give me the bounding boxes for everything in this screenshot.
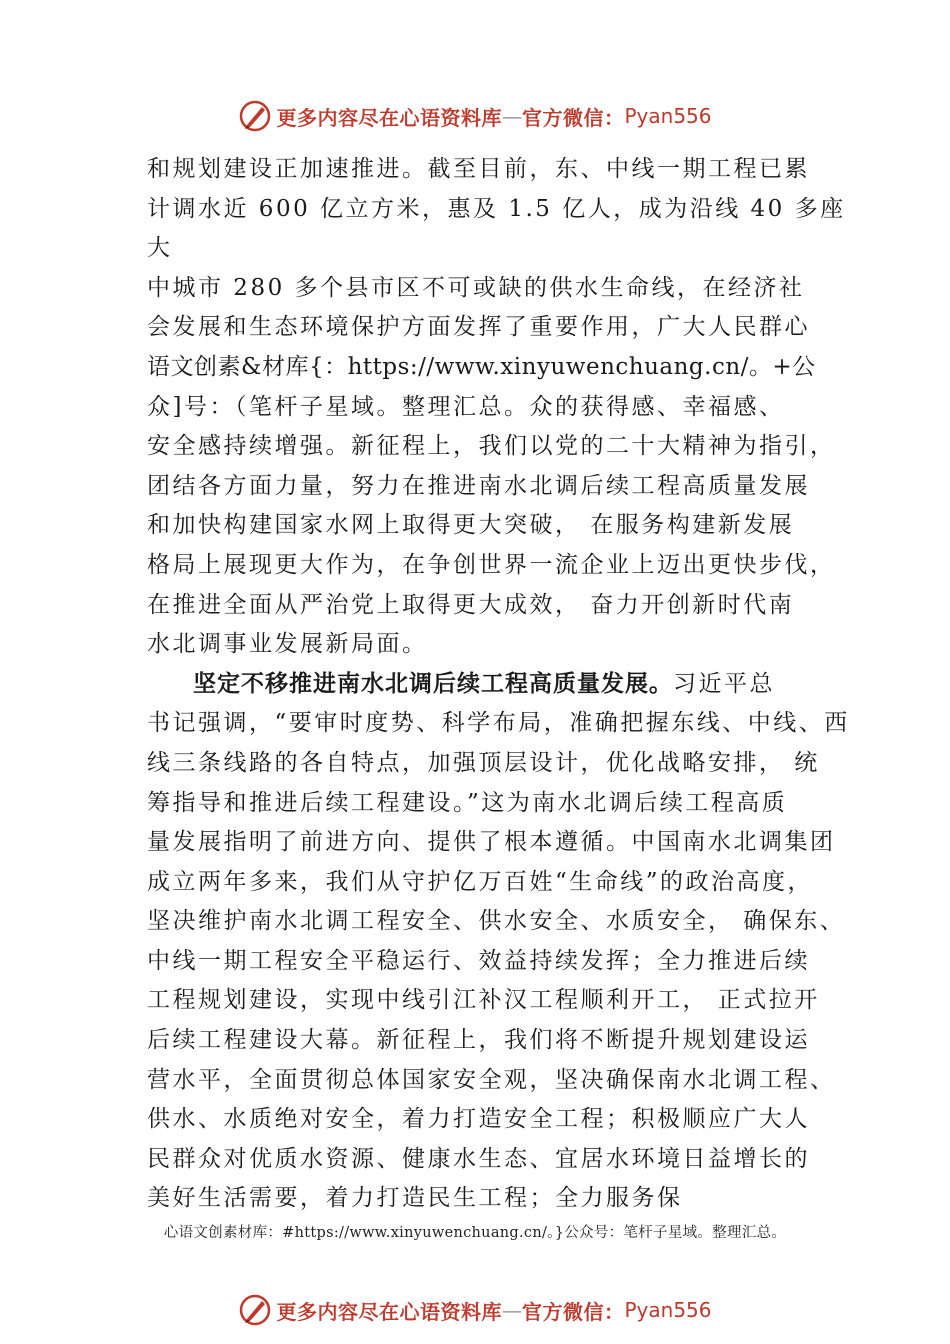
text-line: 在推进全面从严治党上取得更大成效， 奋力开创新时代南: [147, 591, 795, 618]
text-line: 格局上展现更大作为，在争创世界一流企业上迈出更快步伐，: [147, 551, 836, 578]
text-line: 书记强调，“要审时度势、科学布局，准确把握东线、中线、西: [147, 710, 850, 737]
banner-wechat-id: Pyan556: [624, 104, 712, 128]
paragraph-lead-line: [147, 665, 827, 705]
header-banner: [0, 96, 950, 136]
banner-dash: —: [501, 104, 522, 128]
text-line: 坚决维护南水北调工程安全、供水安全、水质安全， 确保东、: [147, 908, 846, 935]
text-line: 众]号：（笔杆子星域。整理汇总。众的获得感、幸福感、: [147, 393, 785, 420]
banner-text: 更多内容尽在心语资料库: [276, 1299, 502, 1324]
text-line: 筹指导和推进后续工程建设。”这为南水北调后续工程高质: [147, 789, 788, 816]
pen-logo-icon: [238, 1293, 272, 1327]
text-line: 大: [147, 235, 173, 262]
pen-logo-icon: [238, 99, 272, 133]
banner-dash: —: [501, 1298, 522, 1322]
text-line: 后续工程建设大幕。新征程上，我们将不断提升规划建设运: [147, 1027, 810, 1054]
text-line: 水北调事业发展新局面。: [147, 631, 428, 658]
banner-wechat-id: Pyan556: [624, 1298, 712, 1322]
text-line: 和加快构建国家水网上取得更大突破， 在服务构建新发展: [147, 512, 795, 539]
text-line: 和规划建设正加速推进。截至目前，东、中线一期工程已累: [147, 156, 810, 182]
text-line: 工程规划建设，实现中线引江补汉工程顺利开工， 正式拉开: [147, 987, 820, 1014]
text-line: 美好生活需要，着力打造民生工程；全力服务保: [147, 1185, 683, 1212]
text-line: 中线一期工程安全平稳运行、效益持续发挥；全力推进后续: [147, 947, 810, 974]
footer-banner: [0, 1290, 950, 1330]
text-line: 计调水近 600 亿立方米，惠及 1.5 亿人，成为沿线 40 多座: [147, 195, 846, 222]
text-line: 成立两年多来，我们从守护亿万百姓“生命线”的政治高度，: [147, 868, 814, 895]
text-line: 团结各方面力量，努力在推进南水北调后续工程高质量发展: [147, 472, 810, 499]
text-line: 民群众对优质水资源、健康水生态、宜居水环境日益增长的: [147, 1145, 810, 1172]
paragraph-heading: 坚定不移推进南水北调后续工程高质量发展。: [193, 670, 673, 697]
text-line: 营水平，全面贯彻总体国家安全观，坚决确保南水北调工程、: [147, 1066, 836, 1093]
banner-wechat-label: 官方微信：: [521, 1299, 625, 1324]
banner-wechat-label: 官方微信：: [521, 105, 625, 130]
footer-note: 心语文创素材库：#https://www.xinyuwenchuang.cn/。}公众号：笔杆子星域。整理汇总。: [163, 1225, 787, 1241]
text-fragment: 习近平总: [673, 670, 775, 697]
text-line: 安全感持续增强。新征程上，我们以党的二十大精神为指引，: [147, 433, 836, 460]
text-line: 会发展和生态环境保护方面发挥了重要作用，广大人民群心: [147, 314, 810, 341]
text-line: 量发展指明了前进方向、提供了根本遵循。中国南水北调集团: [147, 829, 836, 856]
text-line: 供水、水质绝对安全，着力打造安全工程；积极顺应广大人: [147, 1106, 810, 1133]
document-body: [147, 150, 850, 1219]
text-line: 线三条线路的各自特点，加强顶层设计，优化战略安排， 统: [147, 749, 820, 776]
banner-text: 更多内容尽在心语资料库: [276, 105, 502, 130]
text-line: 中城市 280 多个县市区不可或缺的供水生命线，在经济社: [147, 274, 805, 301]
text-line: 语文创素&材库{：https://www.xinyuwenchuang.cn/。+公: [147, 353, 816, 380]
